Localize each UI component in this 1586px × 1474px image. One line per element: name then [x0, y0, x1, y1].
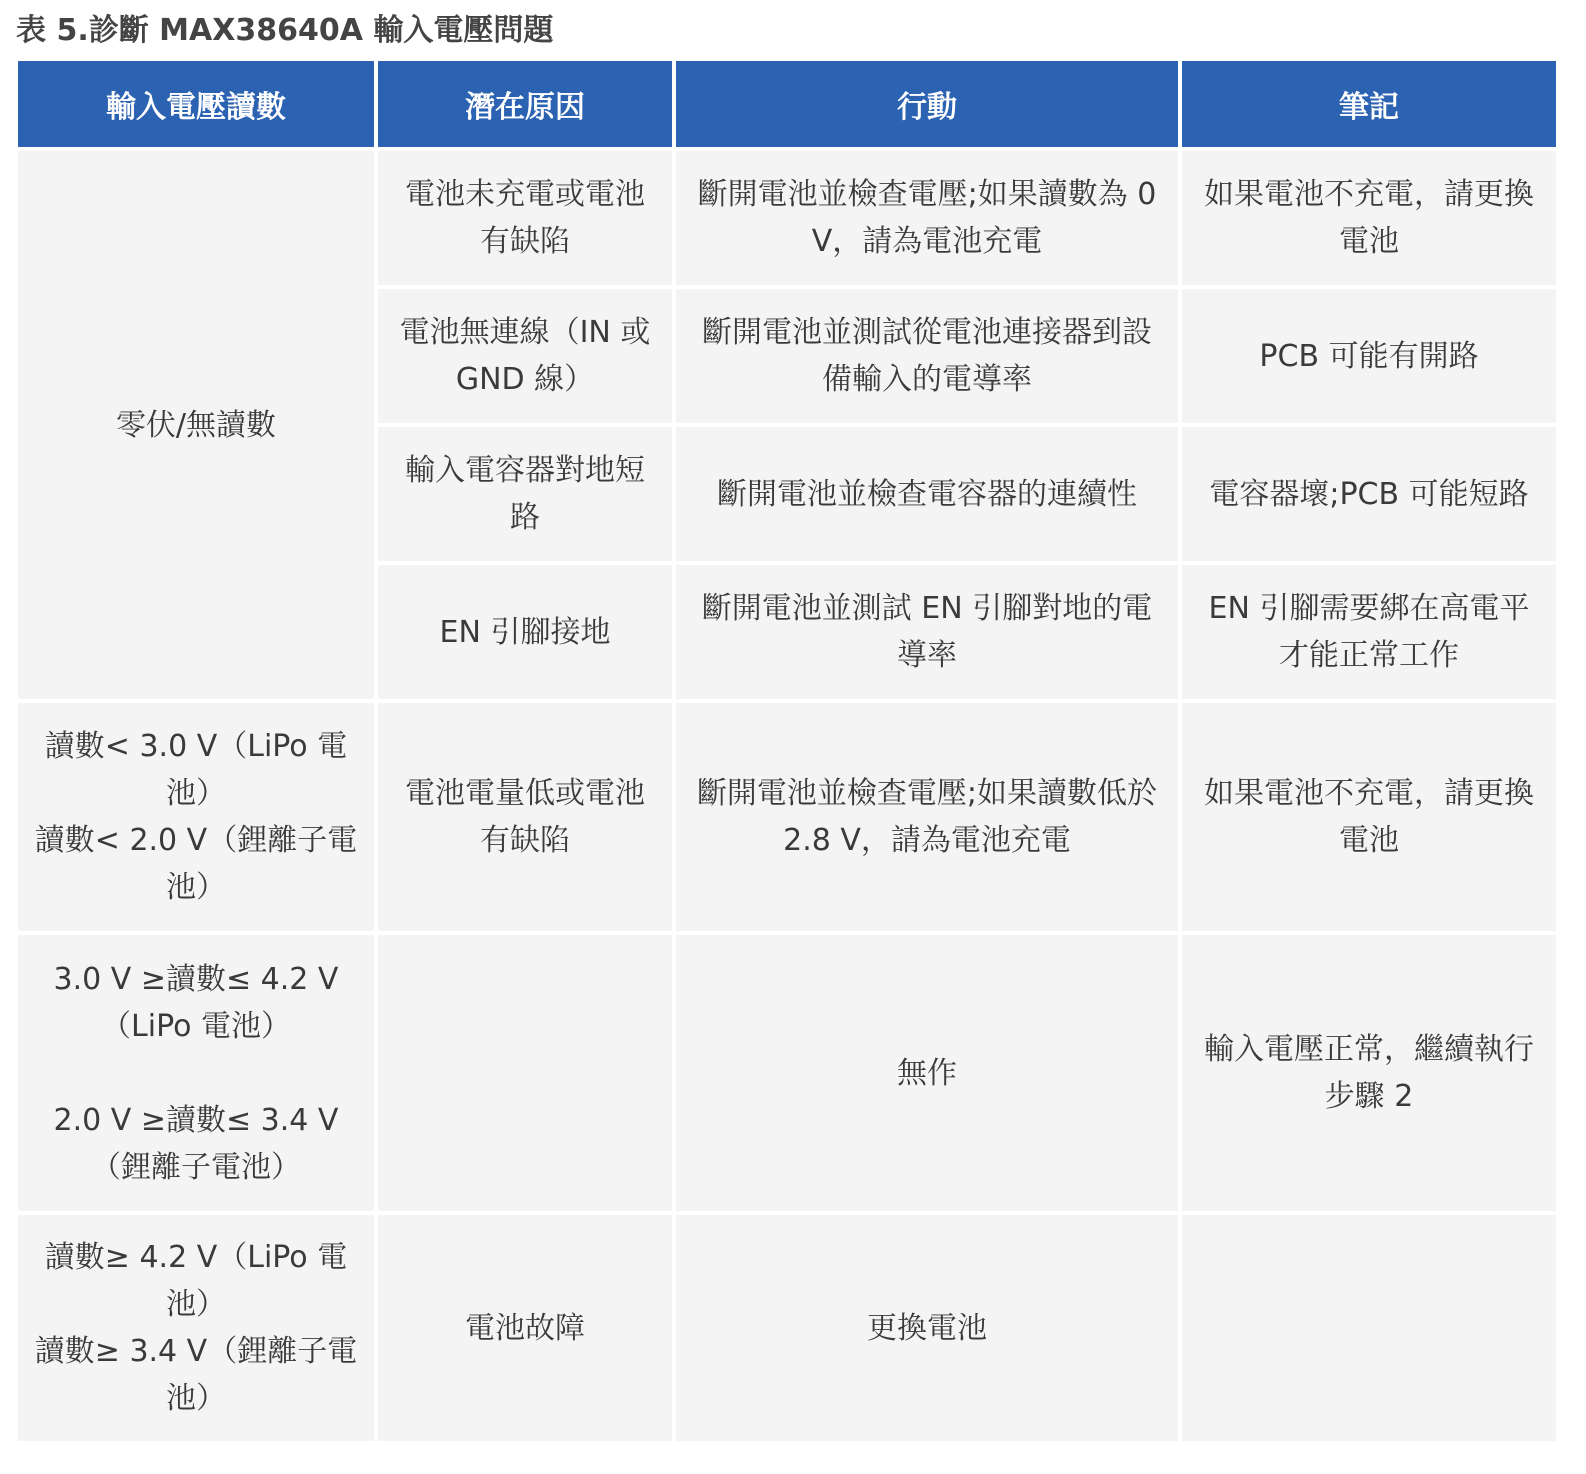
reading-cell: 零伏/無讀數	[18, 151, 374, 699]
action-cell: 斷開電池並檢查電壓;如果讀數低於 2.8 V，請為電池充電	[676, 703, 1178, 931]
note-cell: 電容器壞;PCB 可能短路	[1182, 427, 1556, 561]
header-note: 筆記	[1182, 61, 1556, 147]
note-cell: 如果電池不充電，請更換電池	[1182, 703, 1556, 931]
cause-cell: 電池未充電或電池有缺陷	[378, 151, 672, 285]
reading-cell	[18, 703, 374, 931]
cause-cell	[378, 935, 672, 1211]
cause-cell: 電池無連線（IN 或 GND 線）	[378, 289, 672, 423]
table-row	[18, 703, 1556, 931]
header-row	[18, 61, 1556, 147]
cause-cell: 輸入電容器對地短路	[378, 427, 672, 561]
table-row	[18, 935, 1556, 1211]
reading-lipo: 3.0 V ≥讀數≤ 4.2 V（LiPo 電池）	[53, 961, 339, 1044]
note-cell: PCB 可能有開路	[1182, 289, 1556, 423]
line-gap	[32, 1050, 360, 1097]
note-cell: EN 引腳需要綁在高電平才能正常工作	[1182, 565, 1556, 699]
note-cell: 如果電池不充電，請更換電池	[1182, 151, 1556, 285]
cause-cell: EN 引腳接地	[378, 565, 672, 699]
cause-cell: 電池故障	[378, 1215, 672, 1441]
diagnosis-table	[14, 57, 1560, 1445]
action-cell: 斷開電池並測試 EN 引腳對地的電導率	[676, 565, 1178, 699]
table-caption: 表 5.診斷 MAX38640A 輸入電壓問題	[16, 13, 554, 48]
reading-lipo: 讀數< 3.0 V（LiPo 電池）	[44, 729, 348, 811]
note-cell	[1182, 1215, 1556, 1441]
header-cause: 潛在原因	[378, 61, 672, 147]
reading-lipo: 讀數≥ 4.2 V（LiPo 電池）	[44, 1240, 348, 1322]
action-cell: 更換電池	[676, 1215, 1178, 1441]
reading-liion: 2.0 V ≥讀數≤ 3.4 V（鋰離子電池）	[53, 1102, 339, 1185]
action-cell: 無作	[676, 935, 1178, 1211]
reading-liion: 讀數< 2.0 V（鋰離子電池）	[34, 823, 358, 905]
header-reading: 輸入電壓讀數	[18, 61, 374, 147]
reading-liion: 讀數≥ 3.4 V（鋰離子電池）	[34, 1334, 358, 1416]
action-cell: 斷開電池並測試從電池連接器到設備輸入的電導率	[676, 289, 1178, 423]
header-action: 行動	[676, 61, 1178, 147]
action-cell: 斷開電池並檢查電容器的連續性	[676, 427, 1178, 561]
table-row	[18, 151, 1556, 285]
note-cell: 輸入電壓正常，繼續執行步驟 2	[1182, 935, 1556, 1211]
table-row	[18, 1215, 1556, 1441]
action-cell: 斷開電池並檢查電壓;如果讀數為 0 V，請為電池充電	[676, 151, 1178, 285]
cause-cell: 電池電量低或電池有缺陷	[378, 703, 672, 931]
reading-cell	[18, 935, 374, 1211]
reading-cell	[18, 1215, 374, 1441]
